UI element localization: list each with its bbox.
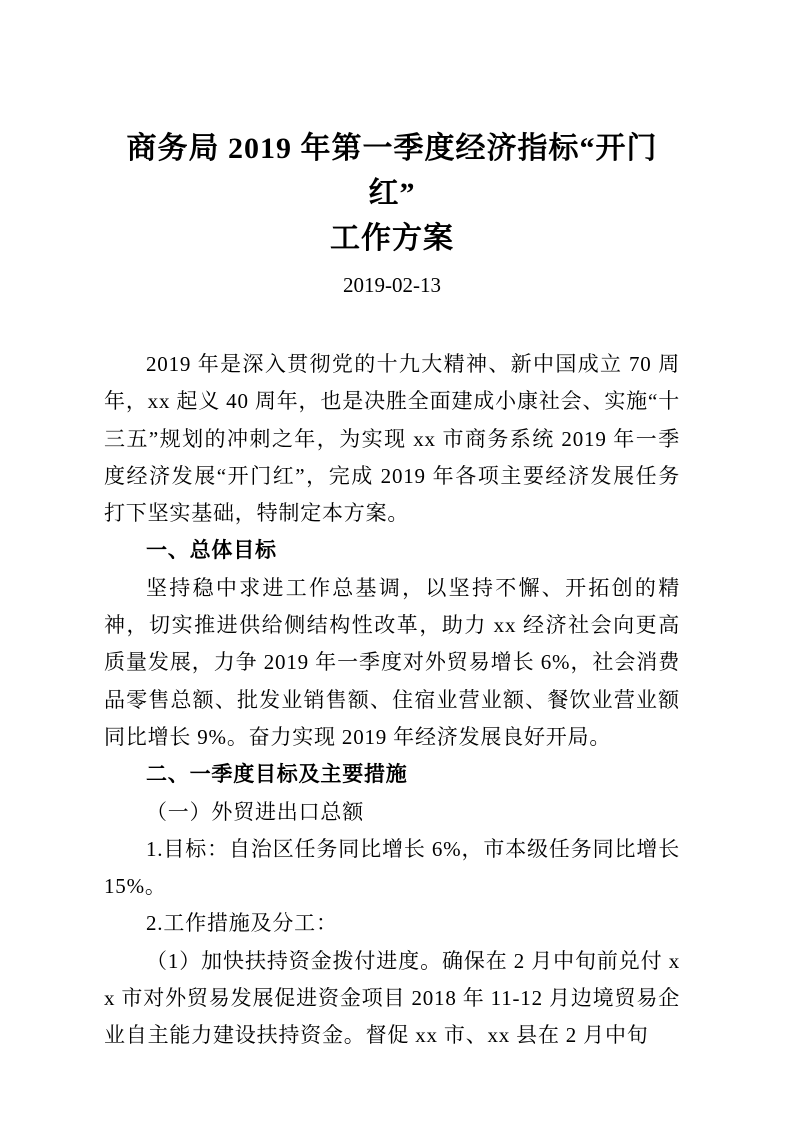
title-line-1: 商务局 2019 年第一季度经济指标“开门红” <box>126 132 658 210</box>
sub-paragraph: 1.目标：自治区任务同比增长 6%，市本级任务同比增长 15%。 <box>104 836 680 899</box>
document-body <box>104 346 680 1055</box>
section-heading: 二、一季度目标及主要措施 <box>146 763 408 787</box>
section-heading: 一、总体目标 <box>146 539 277 563</box>
sub-paragraph: 2.工作措施及分工： <box>146 911 338 936</box>
body-paragraph: 2019 年是深入贯彻党的十九大精神、新中国成立 70 周年，xx 起义 40 周年，也是决胜全面建成小康社会、实施“十三五”规划的冲刺之年，为实现 xx 市商务系统 2019 年一季度经济发展“开门红”，完成 2019 年各项主要经济发展任务打下坚实基础，特制定本方案。 <box>104 352 680 526</box>
title-line-2: 工作方案 <box>330 222 454 255</box>
sub-paragraph: （一）外贸进出口总额 <box>146 799 364 824</box>
document-title <box>104 0 680 261</box>
document-content <box>104 0 680 1055</box>
sub-paragraph: （1）加快扶持资金拨付进度。确保在 2 月中旬前兑付 xx 市对外贸易发展促进资金项目 2018 年 11-12 月边境贸易企业自主能力建设扶持资金。督促 xx 市、xx 县在 2 月中旬 <box>104 948 680 1048</box>
body-paragraph: 坚持稳中求进工作总基调，以坚持不懈、开拓创的精神，切实推进供给侧结构性改革，助力 xx 经济社会向更高质量发展，力争 2019 年一季度对外贸易增长 6%，社会消费品零售总额、批发业销售额、住宿业营业额、餐饮业营业额同比增长 9%。奋力实现 2019 年经济发展良好开局。 <box>104 575 680 749</box>
document-date: 2019-02-13 <box>343 273 441 297</box>
